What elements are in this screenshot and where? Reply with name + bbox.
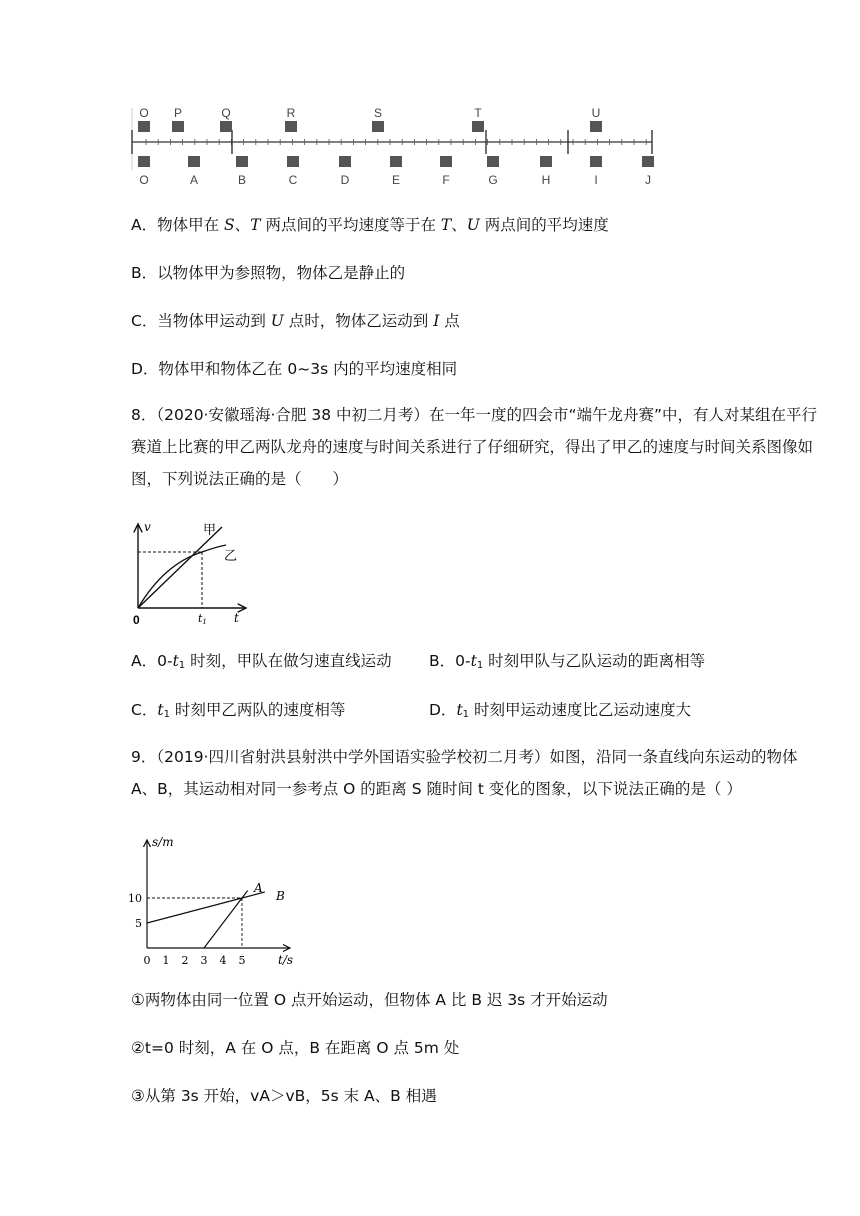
bottom-point-label: O — [139, 173, 149, 184]
q8-vt-graph — [128, 518, 268, 638]
bottom-point-label: F — [442, 173, 450, 184]
object-yi-block — [390, 156, 402, 167]
object-jia-block — [472, 121, 484, 132]
q9-st-graph — [128, 830, 303, 970]
top-point-label: T — [474, 106, 482, 120]
top-point-label: P — [173, 106, 183, 120]
q9-label-b: B — [276, 889, 285, 903]
object-yi-block — [642, 156, 654, 167]
q9-statement-2: ②t=0 时刻，A 在 O 点，B 在距离 O 点 5m 处 — [131, 1039, 460, 1057]
object-yi-block — [287, 156, 299, 167]
top-point-label: Q — [221, 106, 231, 120]
series-jia-line — [138, 527, 222, 608]
q7-option-d: D．物体甲和物体乙在 0~3s 内的平均速度相同 — [131, 360, 458, 378]
bottom-point-label: G — [488, 173, 498, 184]
series-a-line — [204, 891, 248, 949]
q8-y-label: v — [144, 520, 151, 534]
object-jia-block — [172, 121, 184, 132]
q8-origin: 0 — [133, 613, 140, 627]
q8-t1-label: t1 — [198, 612, 207, 626]
object-jia-block — [372, 121, 384, 132]
q8-stem: 8．（2020·安徽瑶海·合肥 38 中初二月考）在一年一度的四会市“端午龙舟赛”中，有人对某组在平行赛道上比赛的甲乙两队龙舟的速度与时间关系进行了仔细研究，得出了甲乙的速度与时间关系图像如图，下列说法正确的是（ ） — [131, 406, 818, 488]
q8-option-b: B．$0-t_1$ 时刻甲队与乙队运动的距离相等 — [429, 652, 706, 671]
top-point-label: U — [591, 106, 601, 120]
object-yi-block — [188, 156, 200, 167]
x-tick-label: 2 — [181, 954, 189, 967]
q7-option-a: A．物体甲在 S、T 两点间的平均速度等于在 T、U 两点间的平均速度 — [131, 216, 609, 234]
object-yi-block — [339, 156, 351, 167]
series-b-line — [147, 892, 265, 923]
q9-statement-1: ①两物体由同一位置 O 点开始运动，但物体 A 比 B 迟 3s 才开始运动 — [131, 991, 608, 1009]
object-yi-block — [138, 156, 150, 167]
q8-x-label: t — [234, 611, 239, 625]
bottom-point-label: I — [594, 173, 598, 184]
q7-option-b: B．以物体甲为参照物，物体乙是静止的 — [131, 264, 406, 282]
object-yi-block — [590, 156, 602, 167]
x-tick-label: 5 — [238, 954, 246, 967]
bottom-point-label: A — [189, 173, 199, 184]
q9-statement-3: ③从第 3s 开始，vA＞vB，5s 末 A、B 相遇 — [131, 1087, 437, 1105]
q9-y-label: s/m — [152, 835, 174, 849]
object-jia-block — [138, 121, 150, 132]
track-figure — [128, 104, 658, 184]
q8-option-c: C．$t_1$ 时刻甲乙两队的速度相等 — [131, 701, 346, 720]
x-tick-label: 0 — [143, 954, 151, 967]
object-yi-block — [440, 156, 452, 167]
bottom-point-label: E — [391, 173, 401, 184]
top-point-label: R — [286, 106, 296, 120]
bottom-point-label: B — [237, 173, 247, 184]
q9-stem: 9．（2019·四川省射洪县射洪中学外国语实验学校初二月考）如图，沿同一条直线向东运动的物体 A、B，其运动相对同一参考点 O 的距离 S 随时间 t 变化的图象，以下说法正确的是（ ） — [131, 748, 798, 798]
top-point-label: S — [373, 106, 383, 120]
y-tick-label: 5 — [135, 917, 142, 930]
object-jia-block — [590, 121, 602, 132]
object-yi-block — [540, 156, 552, 167]
object-yi-block — [236, 156, 248, 167]
q9-label-a: A — [254, 881, 263, 895]
x-tick-label: 4 — [219, 954, 227, 967]
q7-option-c: C．当物体甲运动到 U 点时，物体乙运动到 I 点 — [131, 312, 460, 330]
top-point-label: O — [139, 106, 149, 120]
bottom-point-label: C — [288, 173, 298, 184]
x-tick-label: 1 — [162, 954, 170, 967]
q9-x-label: t/s — [278, 953, 294, 967]
series-yi-curve — [138, 545, 226, 608]
bottom-point-label: H — [541, 173, 551, 184]
object-jia-block — [285, 121, 297, 132]
q8-option-a: A．$0-t_1$ 时刻，甲队在做匀速直线运动 — [131, 652, 392, 671]
x-tick-label: 3 — [200, 954, 208, 967]
object-jia-block — [220, 121, 232, 132]
object-yi-block — [487, 156, 499, 167]
q8-label-jia: 甲 — [203, 522, 217, 537]
y-tick-label: 10 — [128, 892, 142, 905]
q8-option-d: D．$t_1$ 时刻甲运动速度比乙运动速度大 — [429, 701, 691, 720]
bottom-point-label: J — [645, 173, 651, 184]
bottom-point-label: D — [340, 173, 350, 184]
q8-label-yi: 乙 — [224, 548, 238, 563]
